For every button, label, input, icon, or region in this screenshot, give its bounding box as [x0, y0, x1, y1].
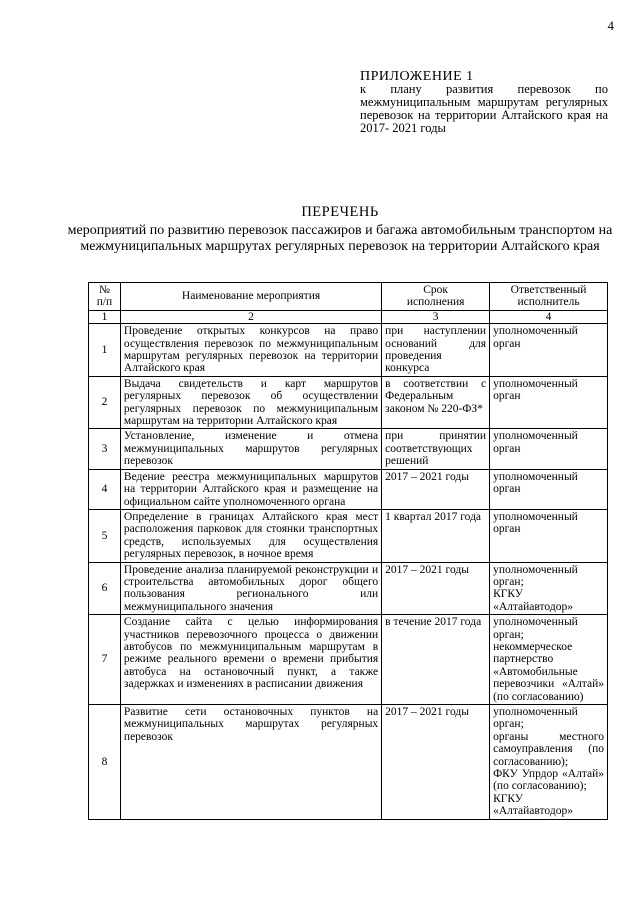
row-number: 8	[89, 705, 121, 820]
column-number: 4	[490, 310, 608, 323]
table-row	[89, 705, 608, 820]
row-responsible: уполномоченный орган	[490, 324, 608, 377]
column-number: 2	[120, 310, 381, 323]
row-responsible: уполномоченный орган; органы местного самоуправления (по согласованию); ФКУ Упрдор «Алтай» (по согласованию); КГКУ «Алтайавтодор»	[490, 705, 608, 820]
row-term: при наступлении оснований для проведения конкурса	[382, 324, 490, 377]
row-term: в соответствии с Федеральным законом № 220-ФЗ*	[382, 376, 490, 429]
table-header-row	[89, 283, 608, 311]
row-number: 6	[89, 562, 121, 615]
header-responsible: Ответственный исполнитель	[490, 283, 608, 311]
table-row	[89, 562, 608, 615]
row-term: в течение 2017 года	[382, 615, 490, 705]
row-number: 1	[89, 324, 121, 377]
document-subtitle: мероприятий по развитию перевозок пассажиров и багажа автомобильным транспортом на межмуниципальных маршрутах регулярных перевозок на территории Алтайского края	[67, 223, 613, 254]
row-name: Создание сайта с целью информирования участников перевозочного процесса о движении автобусов по межмуниципальным маршрутам в режиме реального времени о времени прибытия автобуса на остановочный пункт, а также задержках и изменениях в расписании движения	[120, 615, 381, 705]
appendix-block	[360, 70, 608, 135]
row-term: 2017 – 2021 годы	[382, 705, 490, 820]
table-row	[89, 509, 608, 562]
row-responsible: уполномоченный орган	[490, 469, 608, 509]
row-responsible: уполномоченный орган	[490, 376, 608, 429]
row-number: 7	[89, 615, 121, 705]
column-number: 1	[89, 310, 121, 323]
header-name: Наименование мероприятия	[120, 283, 381, 311]
document-title: ПЕРЕЧЕНЬ	[301, 204, 379, 220]
row-number: 4	[89, 469, 121, 509]
row-number: 2	[89, 376, 121, 429]
row-name: Определение в границах Алтайского края мест расположения парковок для стоянки транспортных средств, используемых для осуществления регулярных перевозок, в ночное время	[120, 509, 381, 562]
header-term: Срок исполнения	[382, 283, 490, 311]
appendix-text: к плану развития перевозок по межмуниципальным маршрутам регулярных перевозок на территории Алтайского края на 2017- 2021 годы	[360, 82, 608, 135]
header-number: № п/п	[89, 283, 121, 311]
table-row	[89, 615, 608, 705]
row-name: Ведение реестра межмуниципальных маршрутов на территории Алтайского края и размещение на официальном сайте уполномоченного органа	[120, 469, 381, 509]
row-responsible: уполномоченный орган	[490, 429, 608, 469]
document-heading	[60, 204, 620, 255]
row-name: Проведение анализа планируемой реконструкции и строительства автомобильных дорог общего пользования регионального или межмуниципального значения	[120, 562, 381, 615]
row-responsible: уполномоченный орган; КГКУ «Алтайавтодор»	[490, 562, 608, 615]
events-table	[88, 282, 608, 820]
table-row	[89, 324, 608, 377]
table-row	[89, 429, 608, 469]
page-number: 4	[607, 18, 614, 33]
row-name: Развитие сети остановочных пунктов на межмуниципальных маршрутах регулярных перевозок	[120, 705, 381, 820]
row-number: 5	[89, 509, 121, 562]
column-number: 3	[382, 310, 490, 323]
column-number-row	[89, 310, 608, 323]
table-row	[89, 376, 608, 429]
row-term: 1 квартал 2017 года	[382, 509, 490, 562]
row-name: Выдача свидетельств и карт маршрутов регулярных перевозок об осуществлении регулярных перевозок по межмуниципальным маршрутам на территории Алтайского края	[120, 376, 381, 429]
row-term: 2017 – 2021 годы	[382, 562, 490, 615]
row-number: 3	[89, 429, 121, 469]
row-term: при принятии соответствующих решений	[382, 429, 490, 469]
row-name: Проведение открытых конкурсов на право осуществления перевозок по межмуниципальным маршрутам регулярных перевозок на территории Алтайского края	[120, 324, 381, 377]
row-responsible: уполномоченный орган; некоммерческое партнерство «Автомобильные перевозчики «Алтай» (по согласованию)	[490, 615, 608, 705]
row-term: 2017 – 2021 годы	[382, 469, 490, 509]
table-row	[89, 469, 608, 509]
row-name: Установление, изменение и отмена межмуниципальных маршрутов регулярных перевозок	[120, 429, 381, 469]
row-responsible: уполномоченный орган	[490, 509, 608, 562]
appendix-title: ПРИЛОЖЕНИЕ 1	[360, 69, 474, 84]
